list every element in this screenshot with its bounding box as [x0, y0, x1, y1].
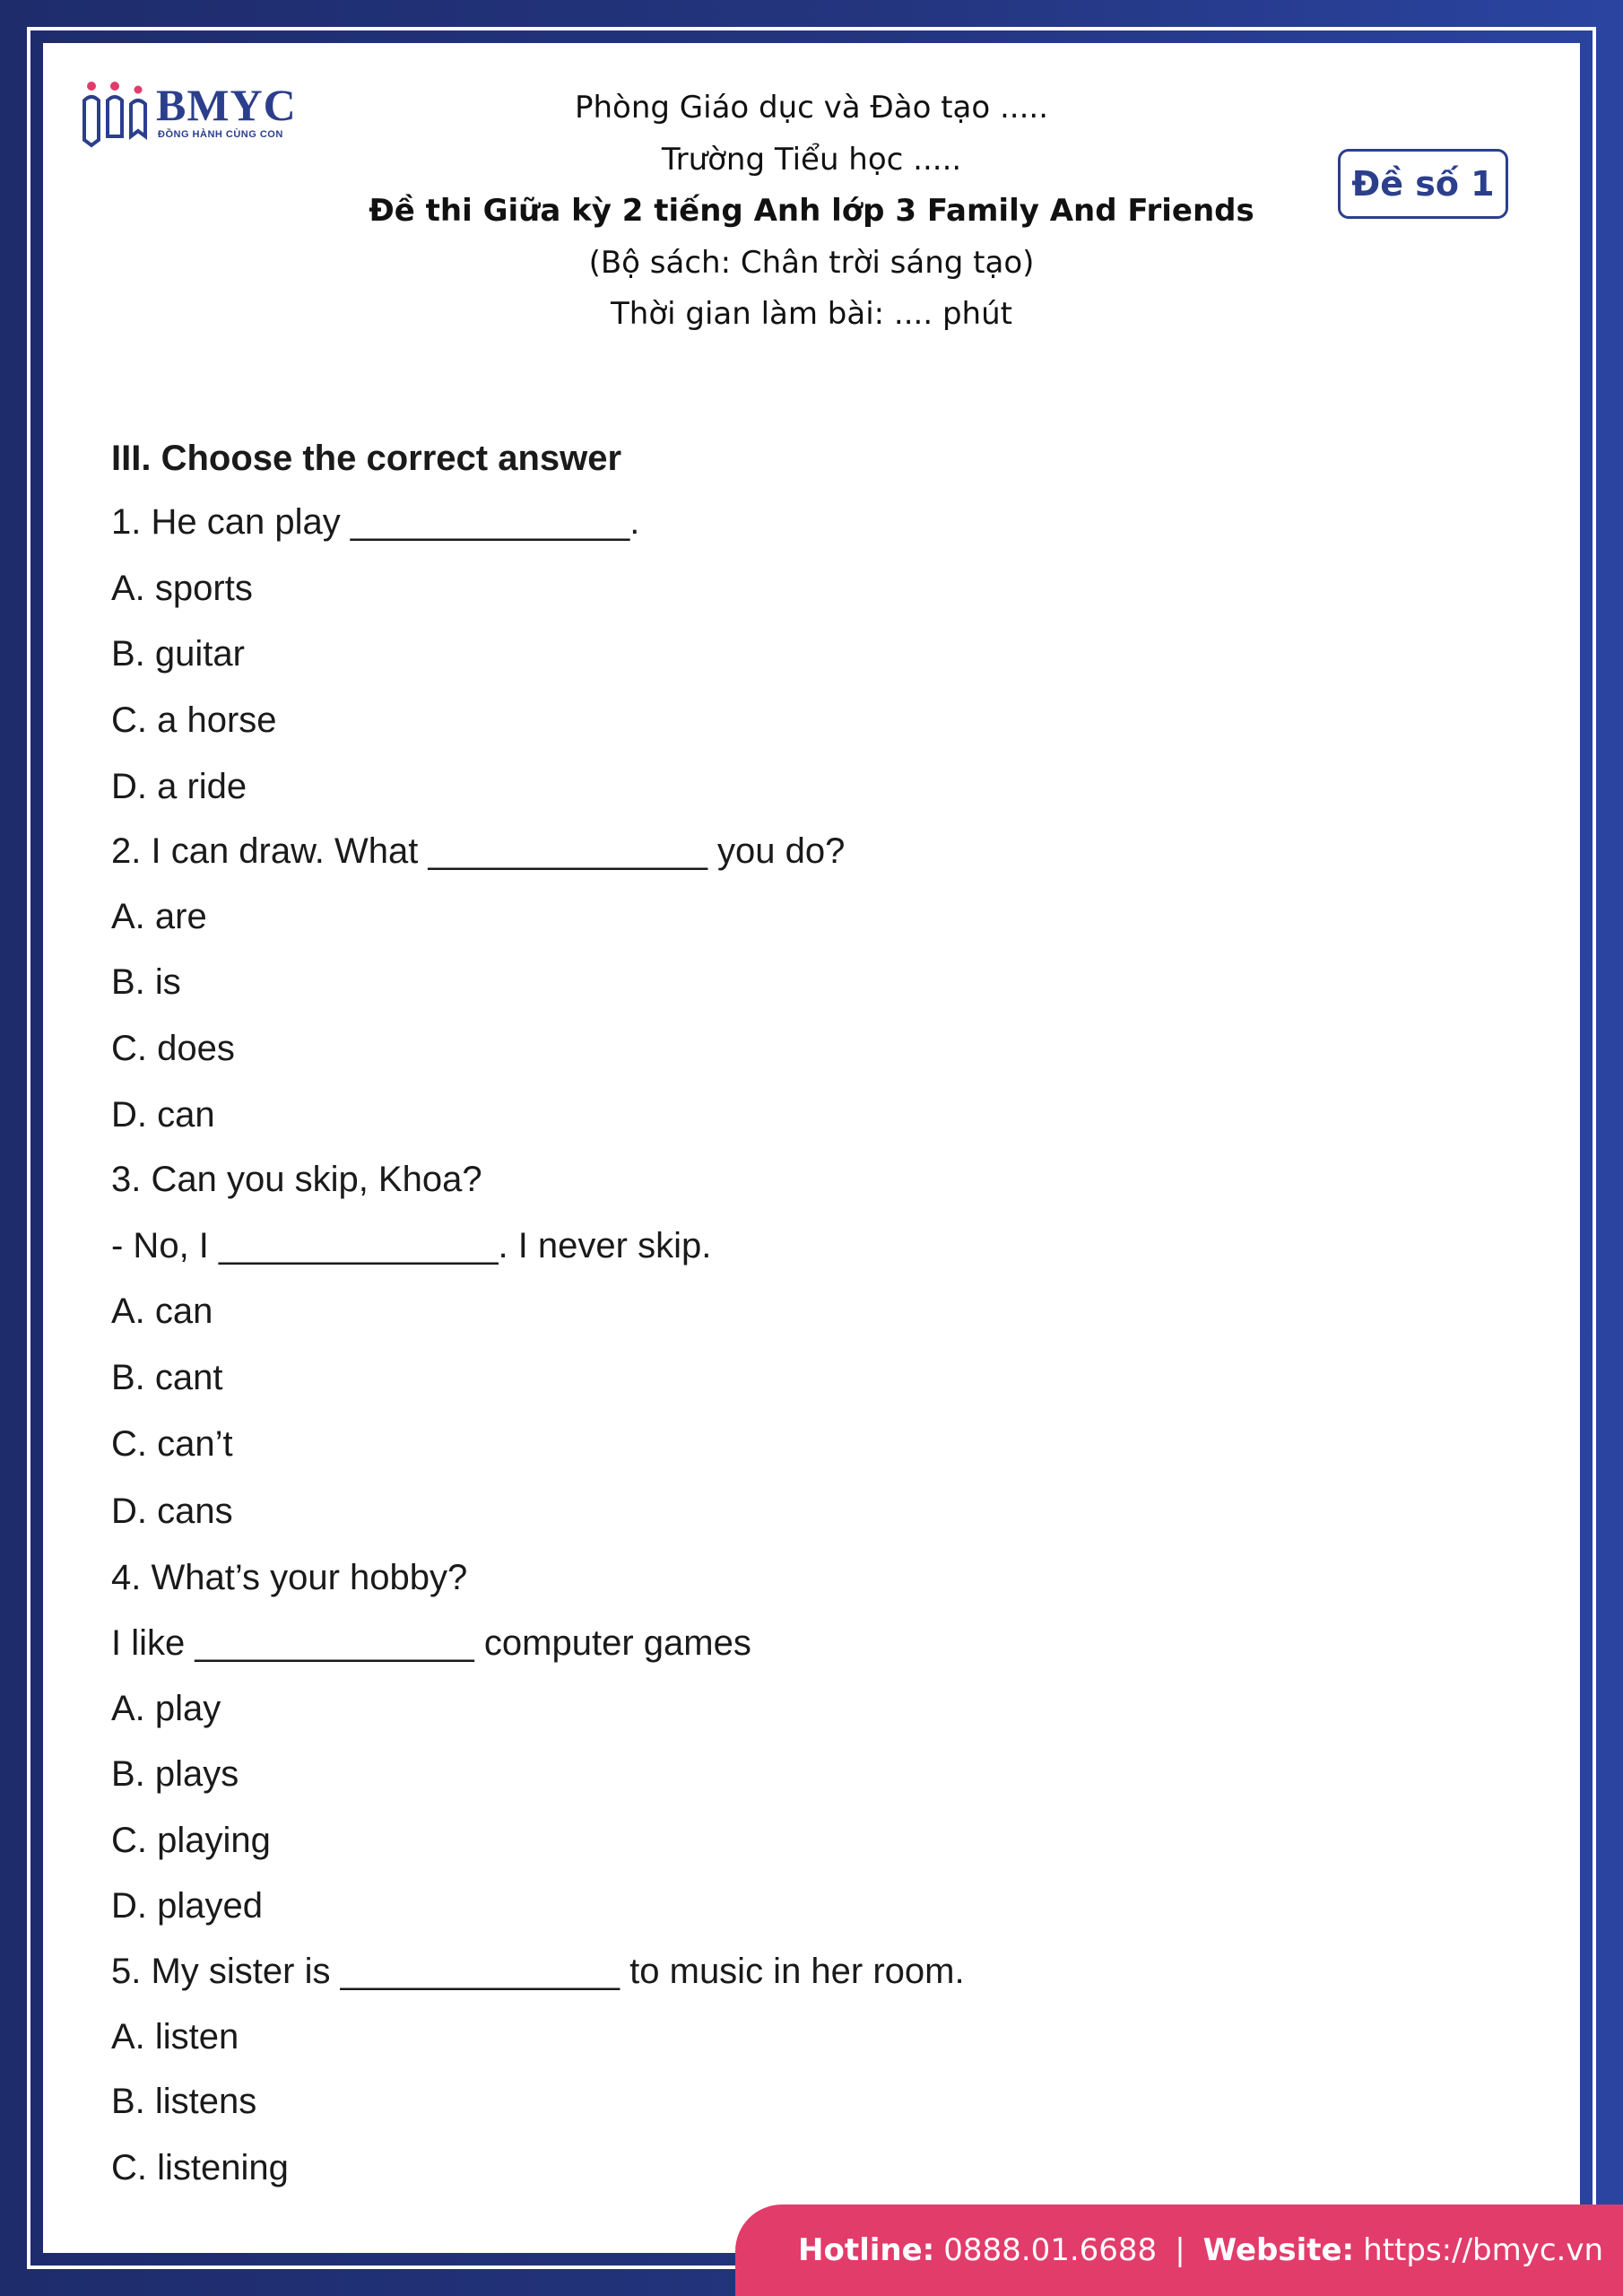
question-5-option-c: C. listening [111, 2148, 289, 2187]
question-5-stem: 5. My sister is ______________ to music in her room. [111, 1952, 965, 1991]
question-1-option-a: A. sports [111, 569, 253, 608]
logo-tagline: ĐỒNG HÀNH CÙNG CON [158, 129, 283, 140]
hotline-number[interactable]: 0888.01.6688 [943, 2232, 1158, 2268]
question-1-option-c: C. a horse [111, 700, 277, 740]
logo-wordmark: BMYC [156, 80, 297, 130]
question-4-option-c: C. playing [111, 1821, 271, 1860]
question-2-option-d: D. can [111, 1095, 215, 1135]
exam-number-badge: Đề số 1 [1338, 149, 1508, 219]
header-department: Phòng Giáo dục và Đào tạo ..... [574, 90, 1049, 126]
question-4-option-a: A. play [111, 1689, 221, 1728]
question-3-option-d: D. cans [111, 1492, 233, 1531]
question-1-option-b: B. guitar [111, 634, 245, 674]
header-book: (Bộ sách: Chân trời sáng tạo) [588, 245, 1035, 281]
question-4-stem-line-2: I like ______________ computer games [111, 1623, 751, 1663]
section-title: III. Choose the correct answer [111, 439, 622, 478]
question-3-stem-line-2: - No, I ______________. I never skip. [111, 1226, 712, 1265]
question-3-option-a: A. can [111, 1292, 213, 1331]
question-2-option-b: B. is [111, 962, 181, 1002]
question-1-stem: 1. He can play ______________. [111, 502, 640, 542]
footer-separator: | [1175, 2232, 1185, 2268]
header-school: Trường Tiểu học ..... [661, 142, 962, 178]
question-5-option-a: A. listen [111, 2017, 239, 2057]
question-3-stem: 3. Can you skip, Khoa? [111, 1160, 482, 1199]
header-exam-title: Đề thi Giữa kỳ 2 tiếng Anh lớp 3 Family And Friends [369, 193, 1254, 229]
question-1-option-d: D. a ride [111, 767, 247, 806]
question-3-option-c: C. can’t [111, 1424, 233, 1464]
document-page [43, 43, 1580, 2253]
question-3-option-b: B. cant [111, 1358, 223, 1397]
header-time: Thời gian làm bài: .... phút [611, 296, 1012, 332]
question-4-stem: 4. What’s your hobby? [111, 1558, 468, 1597]
question-2-stem: 2. I can draw. What ______________ you do? [111, 831, 846, 871]
hotline-label: Hotline: [798, 2232, 935, 2268]
website-link[interactable]: https://bmyc.vn [1363, 2232, 1604, 2268]
question-4-option-b: B. plays [111, 1754, 239, 1794]
question-2-option-c: C. does [111, 1029, 235, 1068]
question-4-option-d: D. played [111, 1886, 263, 1926]
question-2-option-a: A. are [111, 897, 207, 936]
contact-footer [735, 2205, 1623, 2296]
question-5-option-b: B. listens [111, 2082, 257, 2121]
website-label: Website: [1202, 2232, 1355, 2268]
